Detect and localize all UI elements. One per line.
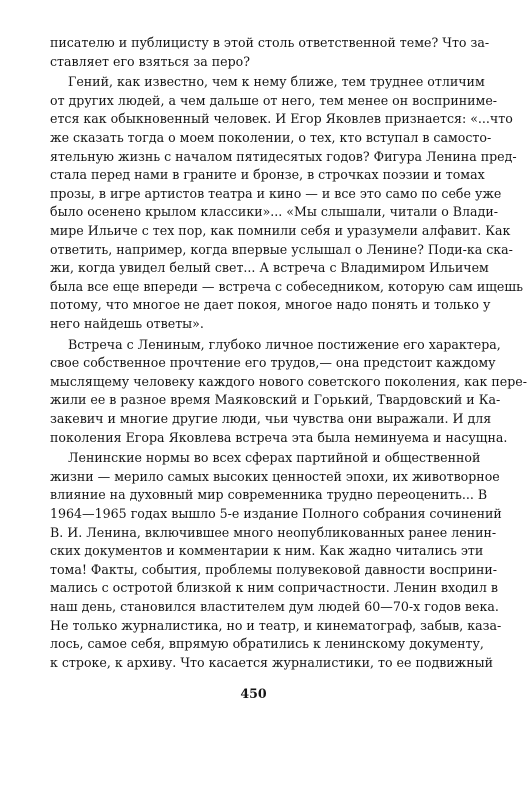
text-line: от других людей, а чем дальше от него, тем менее он восприниме- [50,92,498,108]
text-line: было осенено крылом классики»... «Мы слышали, читали о Влади- [50,204,498,220]
text-line: писателю и публицисту в этой столь ответственной теме? Что за- [50,35,490,50]
text-line: мыслящему человеку каждого нового советского поколения, как пере- [50,373,527,389]
text-line: закевич и многие другие люди, чьи чувства они выражали. И для [50,411,492,426]
paragraph-first-line: Встреча с Лениным, глубоко личное постижение его характера, [68,336,501,352]
text-line: ставляет его взяться за перо? [50,53,250,69]
text-line: тома! Факты, события, проблемы полувековой давности восприни- [50,561,498,577]
text-line: жили ее в разное время Маяковский и Горький, Твардовский и Ка- [50,392,501,408]
text-line: Не только журналистика, но и театр, и кинематограф, забыв, каза- [50,617,502,633]
text-line: же сказать тогда о моем поколении, о тех, кто вступал в самосто- [50,130,492,145]
text-line: наш день, становился властителем дум людей 60—70-х годов века. [50,599,499,614]
text-line: ятельную жизнь с началом пятидесятых годов? Фигура Ленина пред- [50,148,517,164]
text-line: мались с остротой близкой к ним сопричастности. Ленин входил в [50,580,498,596]
paragraph-first-line: Гений, как известно, чем к нему ближе, тем труднее отличим [68,74,485,90]
text-line: к строке, к архиву. Что касается журналистики, то ее подвижный [50,654,494,670]
text-line: жизни — мерило самых высоких ценностей эпохи, их животворное [50,468,500,484]
text-line: него найдешь ответы». [50,316,204,331]
text-line: свое собственное прочтение его трудов,— она предстоит каждому [50,355,496,371]
text-line: потому, что многое не дает покоя, многое надо понять и только у [50,297,491,313]
text-line: влияние на духовный мир современника трудно переоценить... В [50,487,488,503]
text-line: 1964—1965 годах вышло 5-е издание Полного собрания сочинений [50,506,502,521]
text-line: прозы, в игре артистов театра и кино — и все это само по себе уже [50,185,502,201]
text-line: лось, самое себя, впрямую обратились к ленинскому документу, [50,636,484,652]
text-line: В. И. Ленина, включившее много неопубликованных ранее ленин- [50,524,497,540]
text-line: стала перед нами в граните и бронзе, в строчках поэзии и томах [50,167,485,183]
text-line: ответить, например, когда впервые услышал о Ленине? Поди-ка ска- [50,241,513,257]
text-line: ется как обыкновенный человек. И Егор Яковлев признается: «...что [50,111,513,127]
text-line: ских документов и комментарии к ним. Как жадно читались эти [50,543,484,559]
text-line: жи, когда увидел белый свет... А встреча с Владимиром Ильичем [50,260,489,276]
paragraph-first-line: Ленинские нормы во всех сферах партийной и общественной [68,450,481,466]
text-line: была все еще впереди — встреча с собеседником, которую сам ищешь [50,278,523,294]
page-number: 450 [240,686,267,702]
text-line: мире Ильиче с тех пор, как помнили себя и уразумели алфавит. Как [50,223,511,238]
text-line: поколения Егора Яковлева встреча эта была неминуема и насущна. [50,429,508,445]
